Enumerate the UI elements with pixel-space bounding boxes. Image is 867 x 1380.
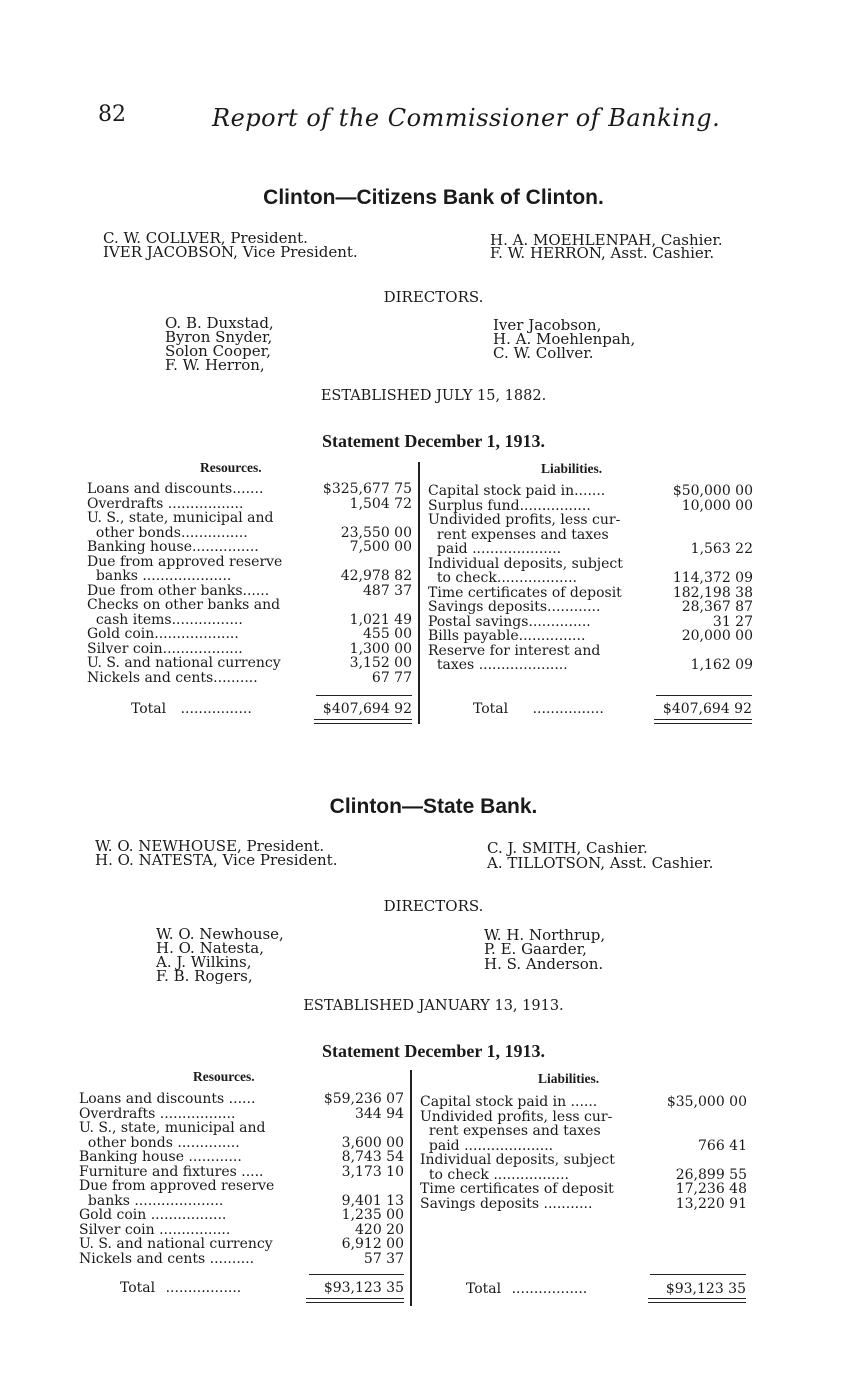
ledger-row [87,555,412,570]
double-rule [648,1302,746,1303]
ledger-label: Capital stock paid in....... [428,483,606,499]
ledger-label: U. S., state, municipal and [87,510,274,526]
director-name: W. H. Northrup, [484,926,606,944]
established-date: ESTABLISHED JANUARY 13, 1913. [303,998,564,1014]
ledger-row [79,1237,404,1252]
ledger-row [428,528,753,543]
ledger-amount: 182,198 38 [672,584,753,601]
ledger-row [428,615,753,630]
ledger-row [428,658,753,673]
ledger-label: Silver coin ................ [79,1221,231,1238]
director-name: F. B. Rogers, [156,967,253,985]
ledger-row [79,1136,404,1151]
ledger-label: Banking house ............ [79,1149,242,1165]
ledger-label: Time certificates of deposit [420,1181,614,1197]
column-divider [410,1070,412,1306]
officer-president: C. W. COLLVER, President. [103,229,308,247]
ledger-amount: 67 77 [371,669,412,686]
ledger-row [87,598,412,613]
ledger-label: Gold coin ................. [79,1207,227,1223]
ledger-amount: 766 41 [698,1137,747,1154]
ledger-amount: 3,152 00 [349,655,412,671]
page-number: 82 [98,102,126,127]
double-rule [314,723,412,724]
double-rule [306,1302,404,1303]
officer-cashier: C. J. SMITH, Cashier. [487,839,648,857]
ledger-label: cash items................ [87,611,243,628]
ledger-label: Loans and discounts....... [87,481,264,497]
ledger-row [87,540,412,555]
director-name: H. O. Natesta, [156,939,264,957]
ledger-amount: 7,500 00 [349,539,412,555]
ledger-amount: 1,235 00 [341,1207,404,1223]
ledger-row [428,571,753,586]
ledger-amount: 26,899 55 [675,1166,747,1183]
ledger-row [87,671,412,686]
established-date: ESTABLISHED JULY 15, 1882. [320,388,547,404]
ledger-label: Furniture and fixtures ..... [79,1163,264,1180]
sum-rule [650,1274,746,1275]
ledger-row [87,584,412,599]
ledger-row [420,1110,747,1125]
ledger-row [428,499,753,514]
ledger-label: Savings deposits............ [428,599,601,615]
ledger-label: Overdrafts ................. [79,1105,236,1122]
ledger-amount: 1,162 09 [690,657,753,673]
ledger-amount: 31 27 [712,613,753,630]
ledger-row [87,627,412,642]
ledger-amount: 57 37 [363,1250,404,1267]
ledger-amount: 1,300 00 [349,640,412,657]
total-label: Total [120,1280,156,1296]
column-divider [418,462,420,724]
ledger-label: Individual deposits, subject [428,555,623,572]
ledger-row [428,513,753,528]
ledger-row [79,1223,404,1238]
director-name: W. O. Newhouse, [156,925,284,943]
ledger-amount: 344 94 [355,1105,404,1122]
ledger-label: Undivided profits, less cur- [420,1108,613,1125]
ledger-label: Silver coin.................. [87,640,243,657]
ledger-label: rent expenses and taxes [428,526,609,543]
ledger-amount: 8,743 54 [341,1149,404,1165]
ledger-amount: 487 37 [363,582,412,599]
ledger-row [87,613,412,628]
ledger-amount: $50,000 00 [672,483,753,499]
ledger-label: banks .................... [79,1192,224,1209]
director-name: Byron Snyder, [165,328,273,346]
ledger-row [79,1107,404,1122]
total-label: Total [131,701,167,717]
ledger-label: other bonds .............. [79,1134,240,1151]
ledger-row [79,1165,404,1180]
ledger-amount: 9,401 13 [341,1192,404,1209]
director-name: C. W. Collver. [493,344,594,362]
director-name: P. E. Gaarder, [484,940,587,958]
ledger-row [79,1208,404,1223]
ledger-row [79,1150,404,1165]
ledger-amount: 3,600 00 [341,1134,404,1151]
ledger-row [420,1124,747,1139]
ledger-row [428,542,753,557]
ledger-label: Nickels and cents.......... [87,669,258,686]
ledger-amount: $325,677 75 [322,481,412,497]
ledger-label: banks .................... [87,568,232,584]
double-rule [306,1298,404,1299]
ledger-row [420,1182,747,1197]
ledger-row [79,1194,404,1209]
ledger-row [87,569,412,584]
total-row-resources [120,1280,241,1296]
liabilities-heading: Liabilities. [538,1071,600,1086]
officer-vice-president: H. O. NATESTA, Vice President. [95,851,338,869]
total-row-resources [131,701,252,717]
ledger-amount: 17,236 48 [675,1181,747,1197]
ledger-label: Surplus fund................ [428,497,591,514]
ledger-label: U. S. and national currency [79,1236,273,1252]
ledger-label: Due from approved reserve [87,553,283,570]
officer-asst-cashier: F. W. HERRON, Asst. Cashier. [490,244,715,262]
ledger-label: to check.................. [428,570,577,586]
ledger-row [420,1095,747,1110]
total-leader: ................. [165,1280,242,1296]
director-name: F. W. Herron, [165,356,265,374]
ledger-amount: 1,021 49 [349,611,412,628]
director-name: Solon Cooper, [165,342,271,360]
ledger-amount: 455 00 [363,626,412,642]
ledger-label: Undivided profits, less cur- [428,512,621,528]
ledger-row [420,1197,747,1212]
officer-vice-president: IVER JACOBSON, Vice President. [103,243,358,261]
running-title: Report of the Commissioner of Banking. [212,104,721,132]
bank-title: Clinton—State Bank. [329,795,538,818]
resources-total: $407,694 92 [322,701,412,717]
ledger-label: Checks on other banks and [87,597,281,613]
ledger-label: paid .................... [428,541,562,557]
ledger-label: taxes .................... [428,657,568,673]
ledger-amount: $59,236 07 [323,1091,404,1107]
ledger-label: Time certificates of deposit [428,584,622,601]
ledger-label: Capital stock paid in ...... [420,1094,598,1110]
ledger-label: Overdrafts ................. [87,495,244,512]
total-leader: ................. [511,1281,588,1297]
resources-heading: Resources. [193,1069,255,1084]
ledger-label: Postal savings.............. [428,613,591,630]
ledger-label: Savings deposits ........... [420,1195,593,1212]
ledger-label: U. S. and national currency [87,655,281,671]
ledger-row [428,629,753,644]
double-rule [648,1298,746,1299]
liabilities-total: $93,123 35 [665,1281,746,1297]
ledger-amount: $35,000 00 [666,1094,747,1110]
ledger-amount: 23,550 00 [340,524,412,541]
total-row-liabilities [466,1281,587,1297]
ledger-row [87,511,412,526]
director-name: H. S. Anderson. [484,955,604,973]
ledger-label: Nickels and cents .......... [79,1250,255,1267]
ledger-amount: 114,372 09 [672,570,753,586]
ledger-label: other bonds............... [87,524,248,541]
ledger-row [428,600,753,615]
director-name: O. B. Duxstad, [165,314,274,332]
ledger-label: Individual deposits, subject [420,1152,615,1168]
ledger-row [87,642,412,657]
ledger-amount: 10,000 00 [681,497,753,514]
officer-president: W. O. NEWHOUSE, President. [95,837,325,855]
double-rule [654,723,752,724]
ledger-label: Due from approved reserve [79,1178,275,1194]
ledger-label: Gold coin................... [87,626,239,642]
director-name: H. A. Moehlenpah, [493,330,636,348]
ledger-row [79,1179,404,1194]
liabilities-heading: Liabilities. [541,461,603,476]
sum-rule [316,695,412,696]
directors-heading: DIRECTORS. [383,288,484,306]
ledger-label: paid .................... [420,1137,554,1154]
liabilities-total: $407,694 92 [662,701,752,717]
statement-title: Statement December 1, 1913. [321,431,546,451]
ledger-amount: 13,220 91 [675,1195,747,1212]
ledger-row [420,1139,747,1154]
directors-heading: DIRECTORS. [383,897,484,915]
ledger-row [79,1121,404,1136]
double-rule [314,719,412,720]
ledger-label: Due from other banks...... [87,582,270,599]
ledger-label: Loans and discounts ...... [79,1091,256,1107]
sum-rule [656,695,752,696]
ledger-row [79,1092,404,1107]
total-leader: ................ [180,701,252,717]
ledger-amount: 42,978 82 [340,568,412,584]
ledger-amount: 1,563 22 [690,541,753,557]
ledger-row [428,484,753,499]
bank-title: Clinton—Citizens Bank of Clinton. [263,186,604,209]
ledger-label: Banking house............... [87,539,259,555]
ledger-row [428,644,753,659]
total-row-liabilities [473,701,604,717]
ledger-label: to check ................. [420,1166,569,1183]
resources-total: $93,123 35 [323,1280,404,1296]
director-name: A. J. Wilkins, [156,953,252,971]
ledger-row [428,586,753,601]
statement-title: Statement December 1, 1913. [321,1041,546,1061]
ledger-amount: 6,912 00 [341,1236,404,1252]
ledger-amount: 3,173 10 [341,1163,404,1180]
ledger-row [420,1153,747,1168]
ledger-row [87,497,412,512]
director-name: Iver Jacobson, [493,316,602,334]
ledger-label: rent expenses and taxes [420,1123,601,1139]
ledger-amount: 28,367 87 [681,599,753,615]
ledger-row [87,526,412,541]
total-leader: ................ [532,701,604,717]
ledger-row [87,656,412,671]
ledger-amount: 20,000 00 [681,628,753,644]
ledger-row [87,482,412,497]
officer-cashier: H. A. MOEHLENPAH, Cashier. [490,231,723,249]
ledger-amount: 1,504 72 [349,495,412,512]
ledger-label: Reserve for interest and [428,642,601,659]
double-rule [654,719,752,720]
total-label: Total [473,701,509,717]
resources-heading: Resources. [200,460,262,475]
total-label: Total [466,1281,502,1297]
ledger-amount: 420 20 [355,1221,404,1238]
ledger-label: U. S., state, municipal and [79,1120,266,1136]
ledger-row [420,1168,747,1183]
ledger-row [79,1252,404,1267]
ledger-label: Bills payable............... [428,628,586,644]
sum-rule [309,1274,404,1275]
ledger-row [428,557,753,572]
officer-asst-cashier: A. TILLOTSON, Asst. Cashier. [487,854,714,872]
